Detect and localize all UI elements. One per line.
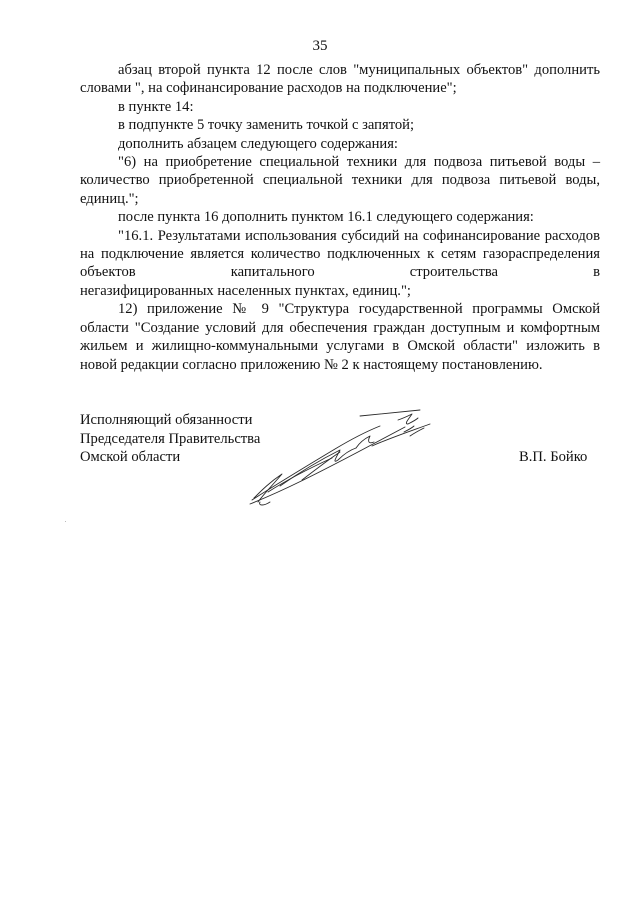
scan-speck [65,521,66,522]
signatory-title-line: Председателя Правительства [80,430,261,447]
signatory-title-line: Исполняющий обязанности [80,412,253,428]
signatory-title [80,411,260,467]
document-body [80,61,600,374]
paragraph-add-item-16-1: после пункта 16 дополнить пунктом 16.1 следующего содержания: [118,209,534,226]
paragraph-item-14: в пункте 14: [118,98,194,115]
paragraph-appendix-9: 12) приложение № 9 "Структура государственной программы Омской области "Создание условий для обеспечения граждан доступным и комфортным жильем и жилищно-коммунальными услугами в Омской области" изложить в новой редакции согласно приложению № 2 к настоящему постановлению. [80,301,600,373]
paragraph-item-16-1: "16.1. Результатами использования субсидий на софинансирование расходов на подключение является количество подключенных к сетям газораспределения объектов капитального строительства в [80,227,600,281]
page-number: 35 [312,38,328,54]
signatory-name: В.П. Бойко [519,449,588,465]
paragraph-item-16-1-continued: негазифицированных населенных пунктах, единиц."; [80,282,411,299]
handwritten-signature [240,402,440,512]
paragraph-amend-item-12: абзац второй пункта 12 после слов "муниципальных объектов" дополнить словами ", на софинансирование расходов на подключение"; [80,62,600,97]
paragraph-clause-6: "6) на приобретение специальной техники для подвоза питьевой воды – количество приобретенной специальной техники для подвоза питьевой воды, единиц."; [80,154,600,207]
signatory-title-line: Омской области [80,449,181,466]
paragraph-subitem-5: в подпункте 5 точку заменить точкой с запятой; [118,117,415,134]
paragraph-add-clause: дополнить абзацем следующего содержания: [118,135,398,152]
